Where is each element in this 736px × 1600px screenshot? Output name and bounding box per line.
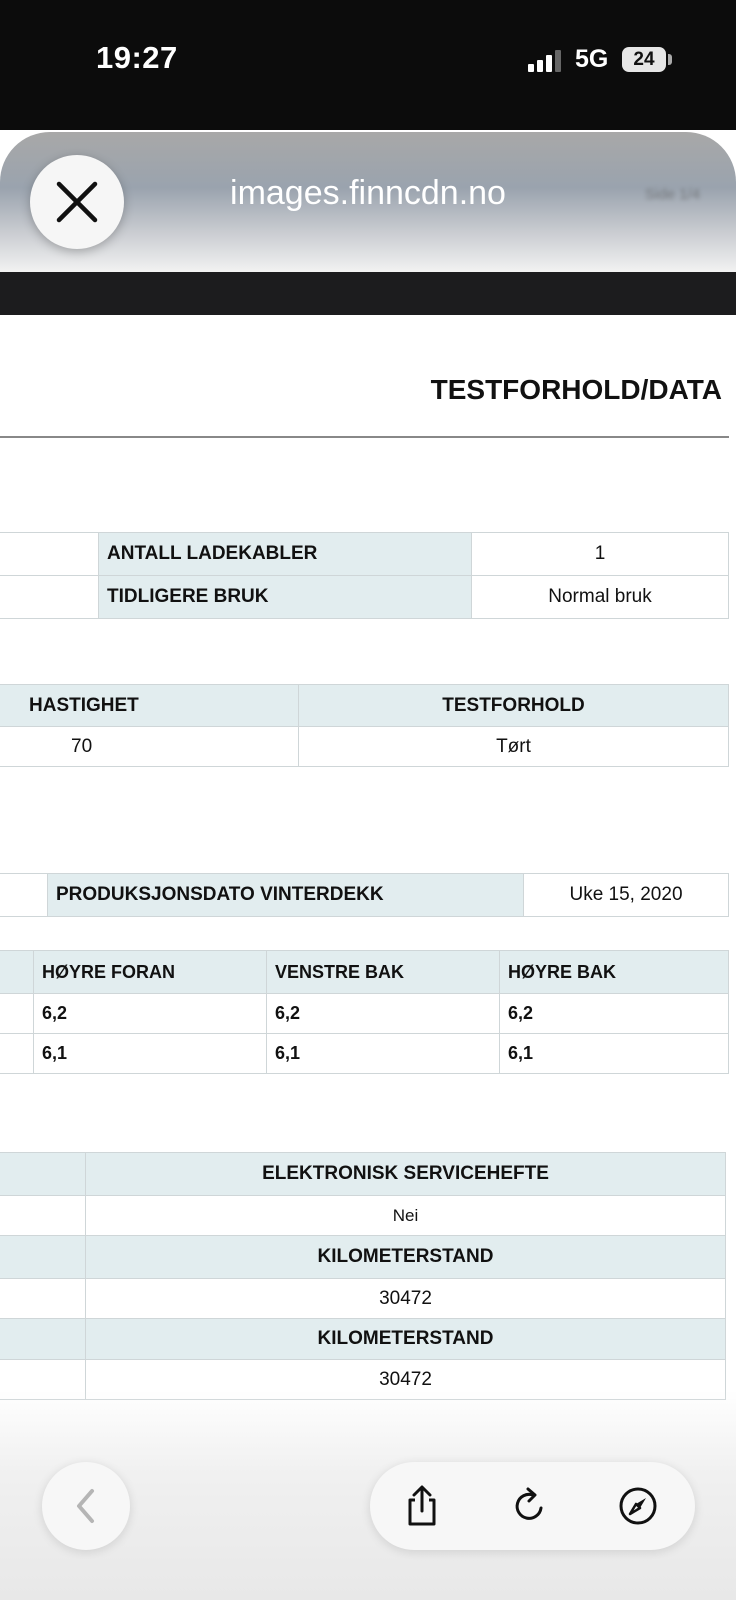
table-row bbox=[0, 576, 729, 619]
service-table-3 bbox=[0, 1318, 726, 1400]
status-time: 19:27 bbox=[96, 40, 178, 75]
production-value: Uke 15, 2020 bbox=[524, 874, 729, 917]
header-cell: HØYRE FORAN bbox=[34, 951, 267, 994]
chevron-left-icon bbox=[71, 1486, 101, 1526]
value-cell: Tørt bbox=[299, 727, 729, 767]
table-row bbox=[0, 1279, 726, 1319]
back-button[interactable] bbox=[42, 1462, 130, 1550]
table-row bbox=[0, 1236, 726, 1279]
network-type: 5G bbox=[575, 45, 609, 73]
close-button[interactable] bbox=[30, 155, 124, 249]
header-shadow bbox=[0, 270, 736, 315]
tire-table bbox=[0, 950, 729, 1074]
battery-level: 24 bbox=[633, 49, 655, 70]
test-table bbox=[0, 684, 729, 767]
service-table-1 bbox=[0, 1152, 726, 1236]
reload-icon bbox=[510, 1486, 550, 1526]
share-icon bbox=[402, 1484, 442, 1528]
share-button[interactable] bbox=[398, 1482, 446, 1530]
service-value: 30472 bbox=[86, 1360, 726, 1400]
battery-tip bbox=[668, 54, 672, 65]
tire-value: 6,2 bbox=[267, 994, 500, 1034]
tire-value: 6,2 bbox=[500, 994, 729, 1034]
cellular-signal-icon bbox=[528, 50, 564, 72]
tire-value: 6,1 bbox=[267, 1034, 500, 1074]
table-row bbox=[0, 874, 729, 917]
tire-value: 6,1 bbox=[500, 1034, 729, 1074]
table-row bbox=[0, 727, 729, 767]
service-value: 30472 bbox=[86, 1279, 726, 1319]
info-label: TIDLIGERE BRUK bbox=[99, 576, 472, 619]
header-cell: HØYRE BAK bbox=[500, 951, 729, 994]
close-icon bbox=[55, 180, 99, 224]
header-cell: HASTIGHET bbox=[0, 685, 299, 727]
action-bar bbox=[370, 1462, 695, 1550]
reload-button[interactable] bbox=[506, 1482, 554, 1530]
table-row bbox=[0, 533, 729, 576]
service-table-2 bbox=[0, 1235, 726, 1319]
url-label[interactable]: images.finncdn.no bbox=[230, 174, 506, 212]
open-in-safari-button[interactable] bbox=[614, 1482, 662, 1530]
service-header: KILOMETERSTAND bbox=[86, 1319, 726, 1360]
info-value: 1 bbox=[472, 533, 729, 576]
table-row bbox=[0, 1196, 726, 1236]
service-header: ELEKTRONISK SERVICEHEFTE bbox=[86, 1153, 726, 1196]
table-row bbox=[0, 1034, 729, 1074]
header-cell: TESTFORHOLD bbox=[299, 685, 729, 727]
info-value: Normal bruk bbox=[472, 576, 729, 619]
table-row bbox=[0, 1319, 726, 1360]
service-header: KILOMETERSTAND bbox=[86, 1236, 726, 1279]
info-table bbox=[0, 532, 729, 619]
table-row bbox=[0, 951, 729, 994]
table-row bbox=[0, 685, 729, 727]
info-label: ANTALL LADEKABLER bbox=[99, 533, 472, 576]
table-row bbox=[0, 994, 729, 1034]
service-value: Nei bbox=[86, 1196, 726, 1236]
page-title: TESTFORHOLD/DATA bbox=[430, 374, 722, 405]
production-label: PRODUKSJONSDATO VINTERDEKK bbox=[48, 874, 524, 917]
tire-value: 6,1 bbox=[34, 1034, 267, 1074]
table-row bbox=[0, 1153, 726, 1196]
value-cell: 70 bbox=[0, 727, 299, 767]
header-cell: VENSTRE BAK bbox=[267, 951, 500, 994]
compass-icon bbox=[617, 1485, 659, 1527]
title-divider bbox=[0, 436, 729, 438]
production-table bbox=[0, 873, 729, 917]
battery-icon bbox=[622, 47, 666, 72]
tire-value: 6,2 bbox=[34, 994, 267, 1034]
page-indicator: Side 1/4 bbox=[645, 186, 701, 203]
